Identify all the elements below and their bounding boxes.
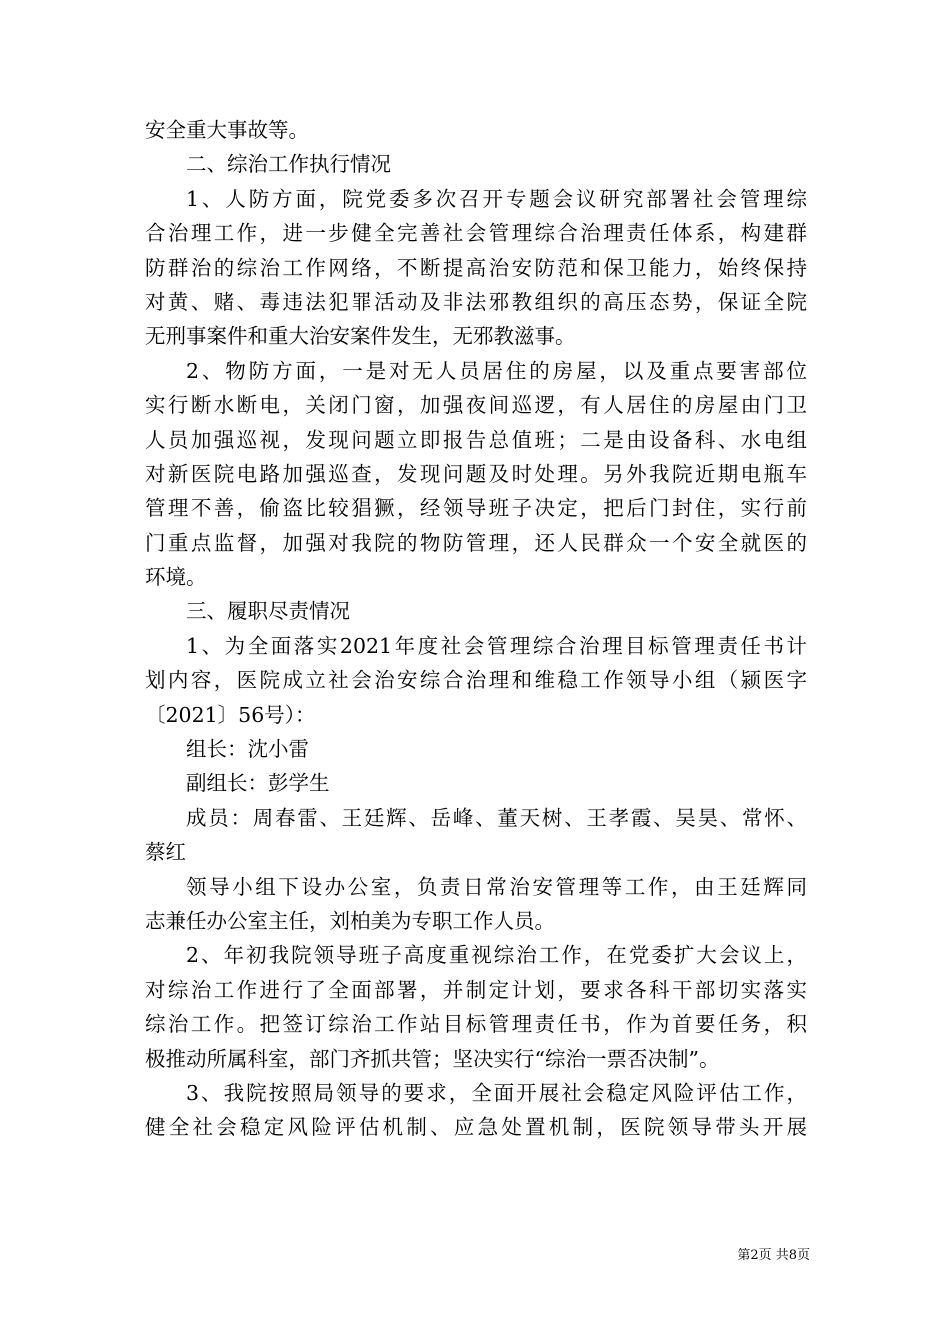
text-line: 管理不善，偷盗比较猖獗，经领导班子决定，把后门封住，实行前 — [145, 496, 807, 521]
text-line: 划内容，医院成立社会治安综合治理和维稳工作领导小组（颍医字 — [145, 668, 807, 693]
text-line: 蔡红 — [145, 840, 186, 865]
text-line: 门重点监督，加强对我院的物防管理，还人民群众一个安全就医的 — [145, 530, 807, 555]
text-line: 3、我院按照局领导的要求，全面开展社会稳定风险评估工作， — [186, 1080, 807, 1105]
text-line: 安全重大事故等。 — [145, 118, 309, 142]
text-line: 防群治的综治工作网络，不断提高治安防范和保卫能力，始终保持 — [145, 255, 807, 280]
text-line: 1、人防方面，院党委多次召开专题会议研究部署社会管理综 — [186, 186, 807, 211]
group-members: 成员：周春雷、王廷辉、岳峰、董天树、王孝霞、吴昊、常怀、 — [186, 805, 807, 830]
text-line: 对黄、赌、毒违法犯罪活动及非法邪教组织的高压态势，保证全院 — [145, 289, 807, 314]
text-line: 对综治工作进行了全面部署，并制定计划，要求各科干部切实落实 — [145, 977, 807, 1002]
text-line: 实行断水断电，关闭门窗，加强夜间巡逻，有人居住的房屋由门卫 — [145, 393, 807, 418]
text-line: 对新医院电路加强巡查，发现问题及时处理。另外我院近期电瓶车 — [145, 461, 807, 486]
group-leader: 组长：沈小雷 — [186, 737, 309, 762]
text-line: 人员加强巡视，发现问题立即报告总值班；二是由设备科、水电组 — [145, 427, 807, 452]
text-line: 合治理工作，进一步健全完善社会管理综合治理责任体系，构建群 — [145, 221, 807, 246]
text-line: 环境。 — [145, 565, 207, 590]
document-body — [145, 113, 807, 1145]
section-heading: 三、履职尽责情况 — [186, 599, 350, 624]
text-line: 1、为全面落实2021年度社会管理综合治理目标管理责任书计 — [186, 633, 807, 658]
text-line: 2、年初我院领导班子高度重视综治工作，在党委扩大会议上， — [186, 943, 807, 968]
page-number: 第2页 共8页 — [737, 1248, 810, 1263]
text-line: 健全社会稳定风险评估机制、应急处置机制，医院领导带头开展 — [145, 1115, 807, 1140]
text-line: 极推动所属科室，部门齐抓共管；坚决实行“综治一票否决制”。 — [145, 1046, 720, 1071]
text-line: 无刑事案件和重大治安案件发生，无邪教滋事。 — [145, 324, 576, 349]
deputy-group-leader: 副组长：彭学生 — [186, 771, 330, 796]
text-line: 领导小组下设办公室，负责日常治安管理等工作，由王廷辉同 — [186, 874, 807, 899]
text-line: 综治工作。把签订综治工作站目标管理责任书，作为首要任务，积 — [145, 1012, 807, 1037]
text-line: 志兼任办公室主任，刘柏美为专职工作人员。 — [145, 908, 555, 933]
text-line: 2、物防方面，一是对无人员居住的房屋，以及重点要害部位 — [186, 358, 807, 383]
section-heading: 二、综治工作执行情况 — [186, 152, 391, 177]
text-line: 〔2021〕56号）： — [145, 702, 316, 727]
